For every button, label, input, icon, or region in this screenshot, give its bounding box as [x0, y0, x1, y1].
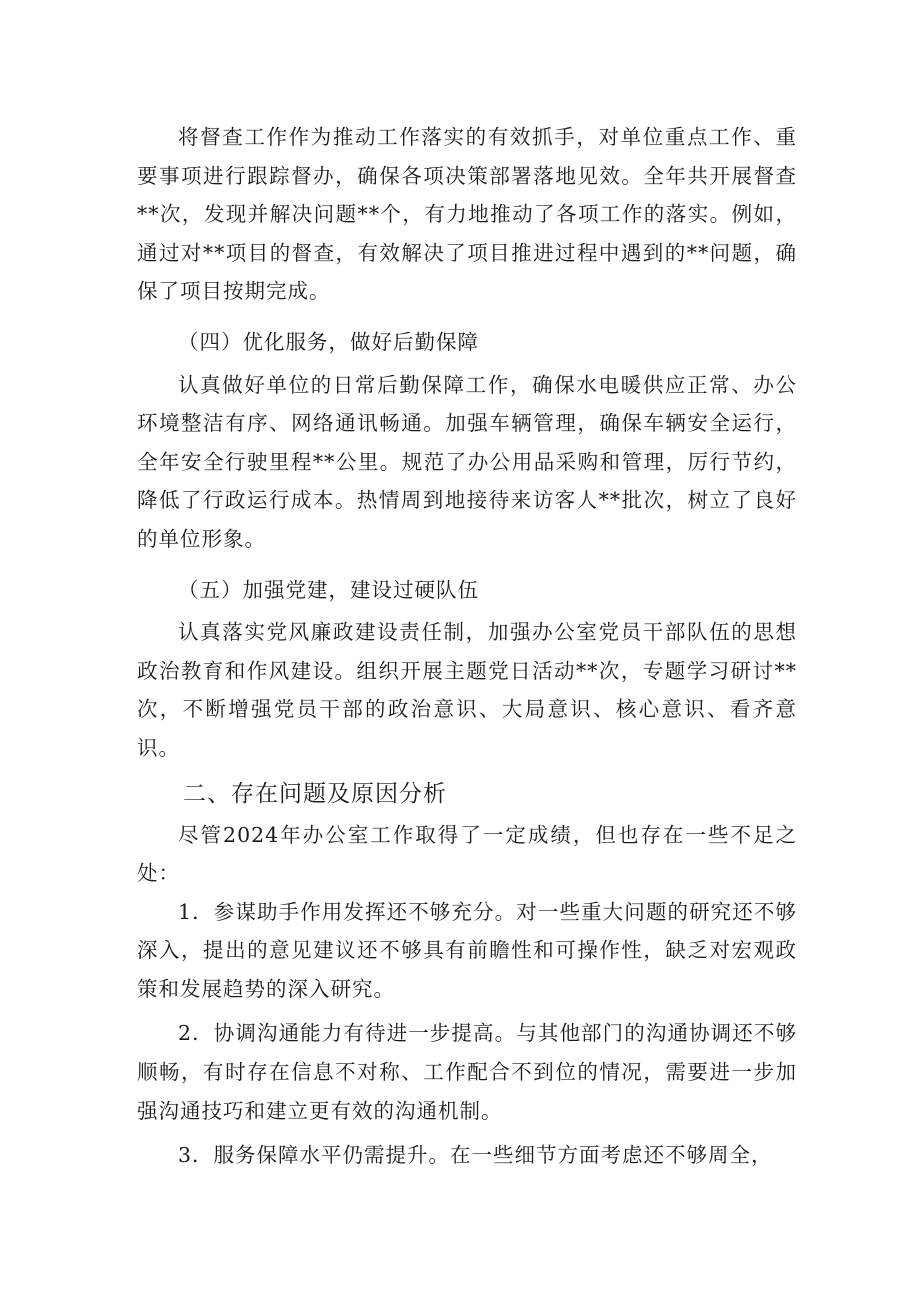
paragraph-logistics: 认真做好单位的日常后勤保障工作，确保水电暖供应正常、办公环境整洁有序、网络通讯畅通。加强车辆管理，确保车辆安全运行，全年安全行驶里程**公里。规范了办公用品采购和管理，厉行节约，降低了行政运行成本。热情周到地接待来访客人**批次，树立了良好的单位形象。: [137, 372, 797, 551]
paragraph-intro-problems: 尽管2024年办公室工作取得了一定成绩，但也存在一些不足之处：: [137, 822, 797, 886]
list-item-problem-2: 2．协调沟通能力有待进一步提高。与其他部门的沟通协调还不够顺畅，有时存在信息不对称、工作配合不到位的情况，需要进一步加强沟通技巧和建立更有效的沟通机制。: [137, 1021, 797, 1123]
list-item-problem-3: 3．服务保障水平仍需提升。在一些细节方面考虑还不够周全，: [178, 1143, 773, 1168]
document-body: [137, 118, 797, 1175]
paragraph-party-building: 认真落实党风廉政建设责任制，加强办公室党员干部队伍的思想政治教育和作风建设。组织开展主题党日活动**次，专题学习研讨**次，不断增强党员干部的政治意识、大局意识、核心意识、看齐意识。: [137, 620, 797, 760]
paragraph-supervision: 将督查工作作为推动工作落实的有效抓手，对单位重点工作、重要事项进行跟踪督办，确保各项决策部署落地见效。全年共开展督查**次，发现并解决问题**个，有力地推动了各项工作的落实。例如，通过对**项目的督查，有效解决了项目推进过程中遇到的**问题，确保了项目按期完成。: [137, 125, 797, 304]
subheading-party-building: （五）加强党建，建设过硬队伍: [178, 577, 479, 602]
list-item-problem-1: 1．参谋助手作用发挥还不够充分。对一些重大问题的研究还不够深入，提出的意见建议还不够具有前瞻性和可操作性，缺乏对宏观政策和发展趋势的深入研究。: [137, 899, 797, 1001]
section-heading-problems: 二、存在问题及原因分析: [183, 780, 447, 807]
subheading-service: （四）优化服务，做好后勤保障: [178, 329, 479, 354]
